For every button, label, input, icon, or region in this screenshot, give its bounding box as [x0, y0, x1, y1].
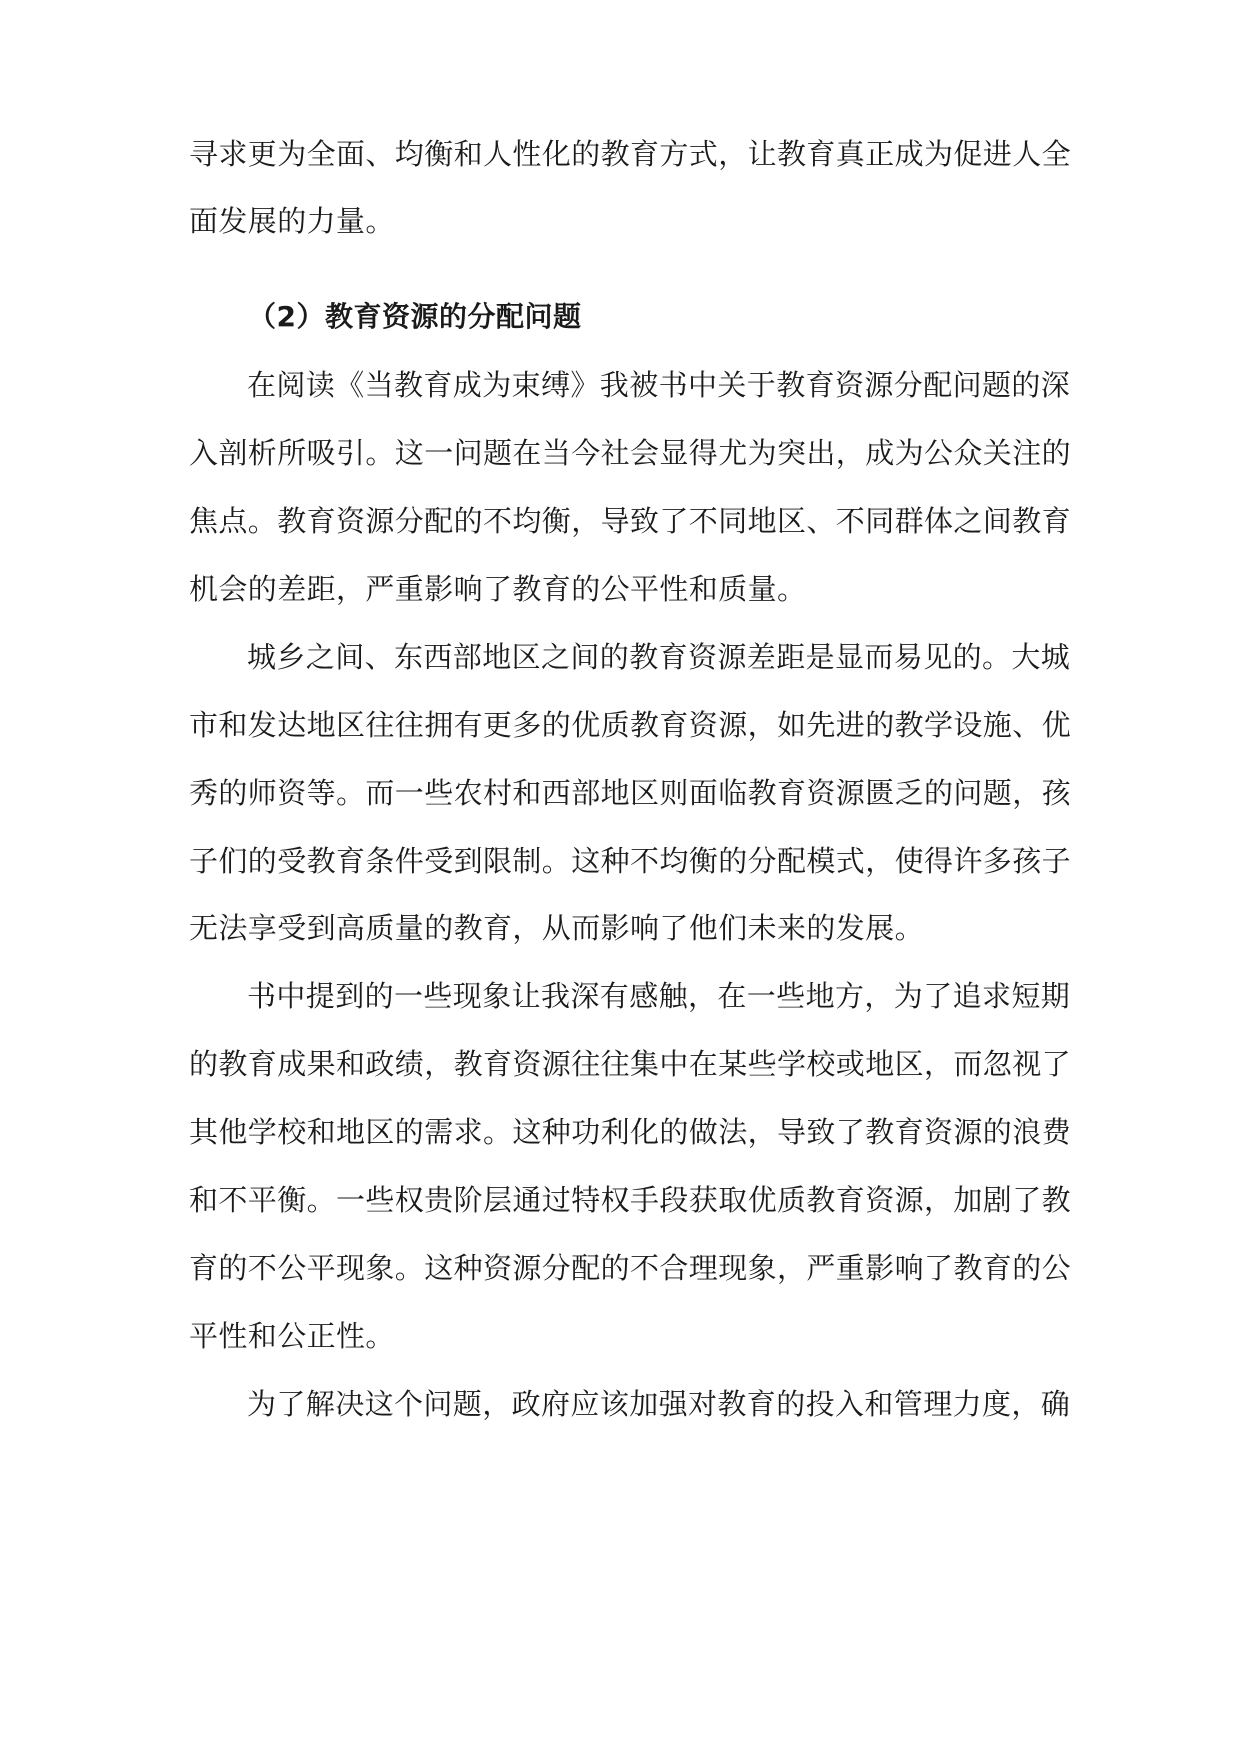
paragraph2-line-1: 城乡之间、东西部地区之间的教育资源差距是显而易见的。大城	[247, 640, 1071, 674]
section-heading: （2）教育资源的分配问题	[248, 300, 582, 333]
paragraph1-line-4: 机会的差距，严重影响了教育的公平性和质量。	[189, 572, 807, 606]
paragraph2-line-3: 秀的师资等。而一些农村和西部地区则面临教育资源匮乏的问题，孩	[189, 776, 1072, 810]
paragraph3-line-2: 的教育成果和政绩，教育资源往往集中在某些学校或地区，而忽视了	[189, 1047, 1072, 1081]
paragraph1-line-3: 焦点。教育资源分配的不均衡，导致了不同地区、不同群体之间教育	[189, 504, 1072, 538]
paragraph3-line-3: 其他学校和地区的需求。这种功利化的做法，导致了教育资源的浪费	[189, 1115, 1072, 1149]
paragraph3-line-4: 和不平衡。一些权贵阶层通过特权手段获取优质教育资源，加剧了教	[189, 1183, 1072, 1217]
paragraph2-line-4: 子们的受教育条件受到限制。这种不均衡的分配模式，使得许多孩子	[189, 844, 1072, 878]
paragraph3-line-5: 育的不公平现象。这种资源分配的不合理现象，严重影响了教育的公	[189, 1251, 1072, 1285]
intro-line-2: 面发展的力量。	[189, 204, 395, 238]
paragraph1-line-2: 入剖析所吸引。这一问题在当今社会显得尤为突出，成为公众关注的	[189, 436, 1072, 470]
paragraph3-line-1: 书中提到的一些现象让我深有感触，在一些地方，为了追求短期	[247, 979, 1071, 1013]
intro-line-1: 寻求更为全面、均衡和人性化的教育方式，让教育真正成为促进人全	[189, 137, 1072, 171]
paragraph4-line-1: 为了解决这个问题，政府应该加强对教育的投入和管理力度，确	[247, 1387, 1071, 1421]
paragraph3-line-6: 平性和公正性。	[189, 1319, 395, 1353]
paragraph2-line-5: 无法享受到高质量的教育，从而影响了他们未来的发展。	[189, 911, 925, 945]
paragraph2-line-2: 市和发达地区往往拥有更多的优质教育资源，如先进的教学设施、优	[189, 708, 1072, 742]
paragraph1-line-1: 在阅读《当教育成为束缚》我被书中关于教育资源分配问题的深	[247, 368, 1071, 402]
